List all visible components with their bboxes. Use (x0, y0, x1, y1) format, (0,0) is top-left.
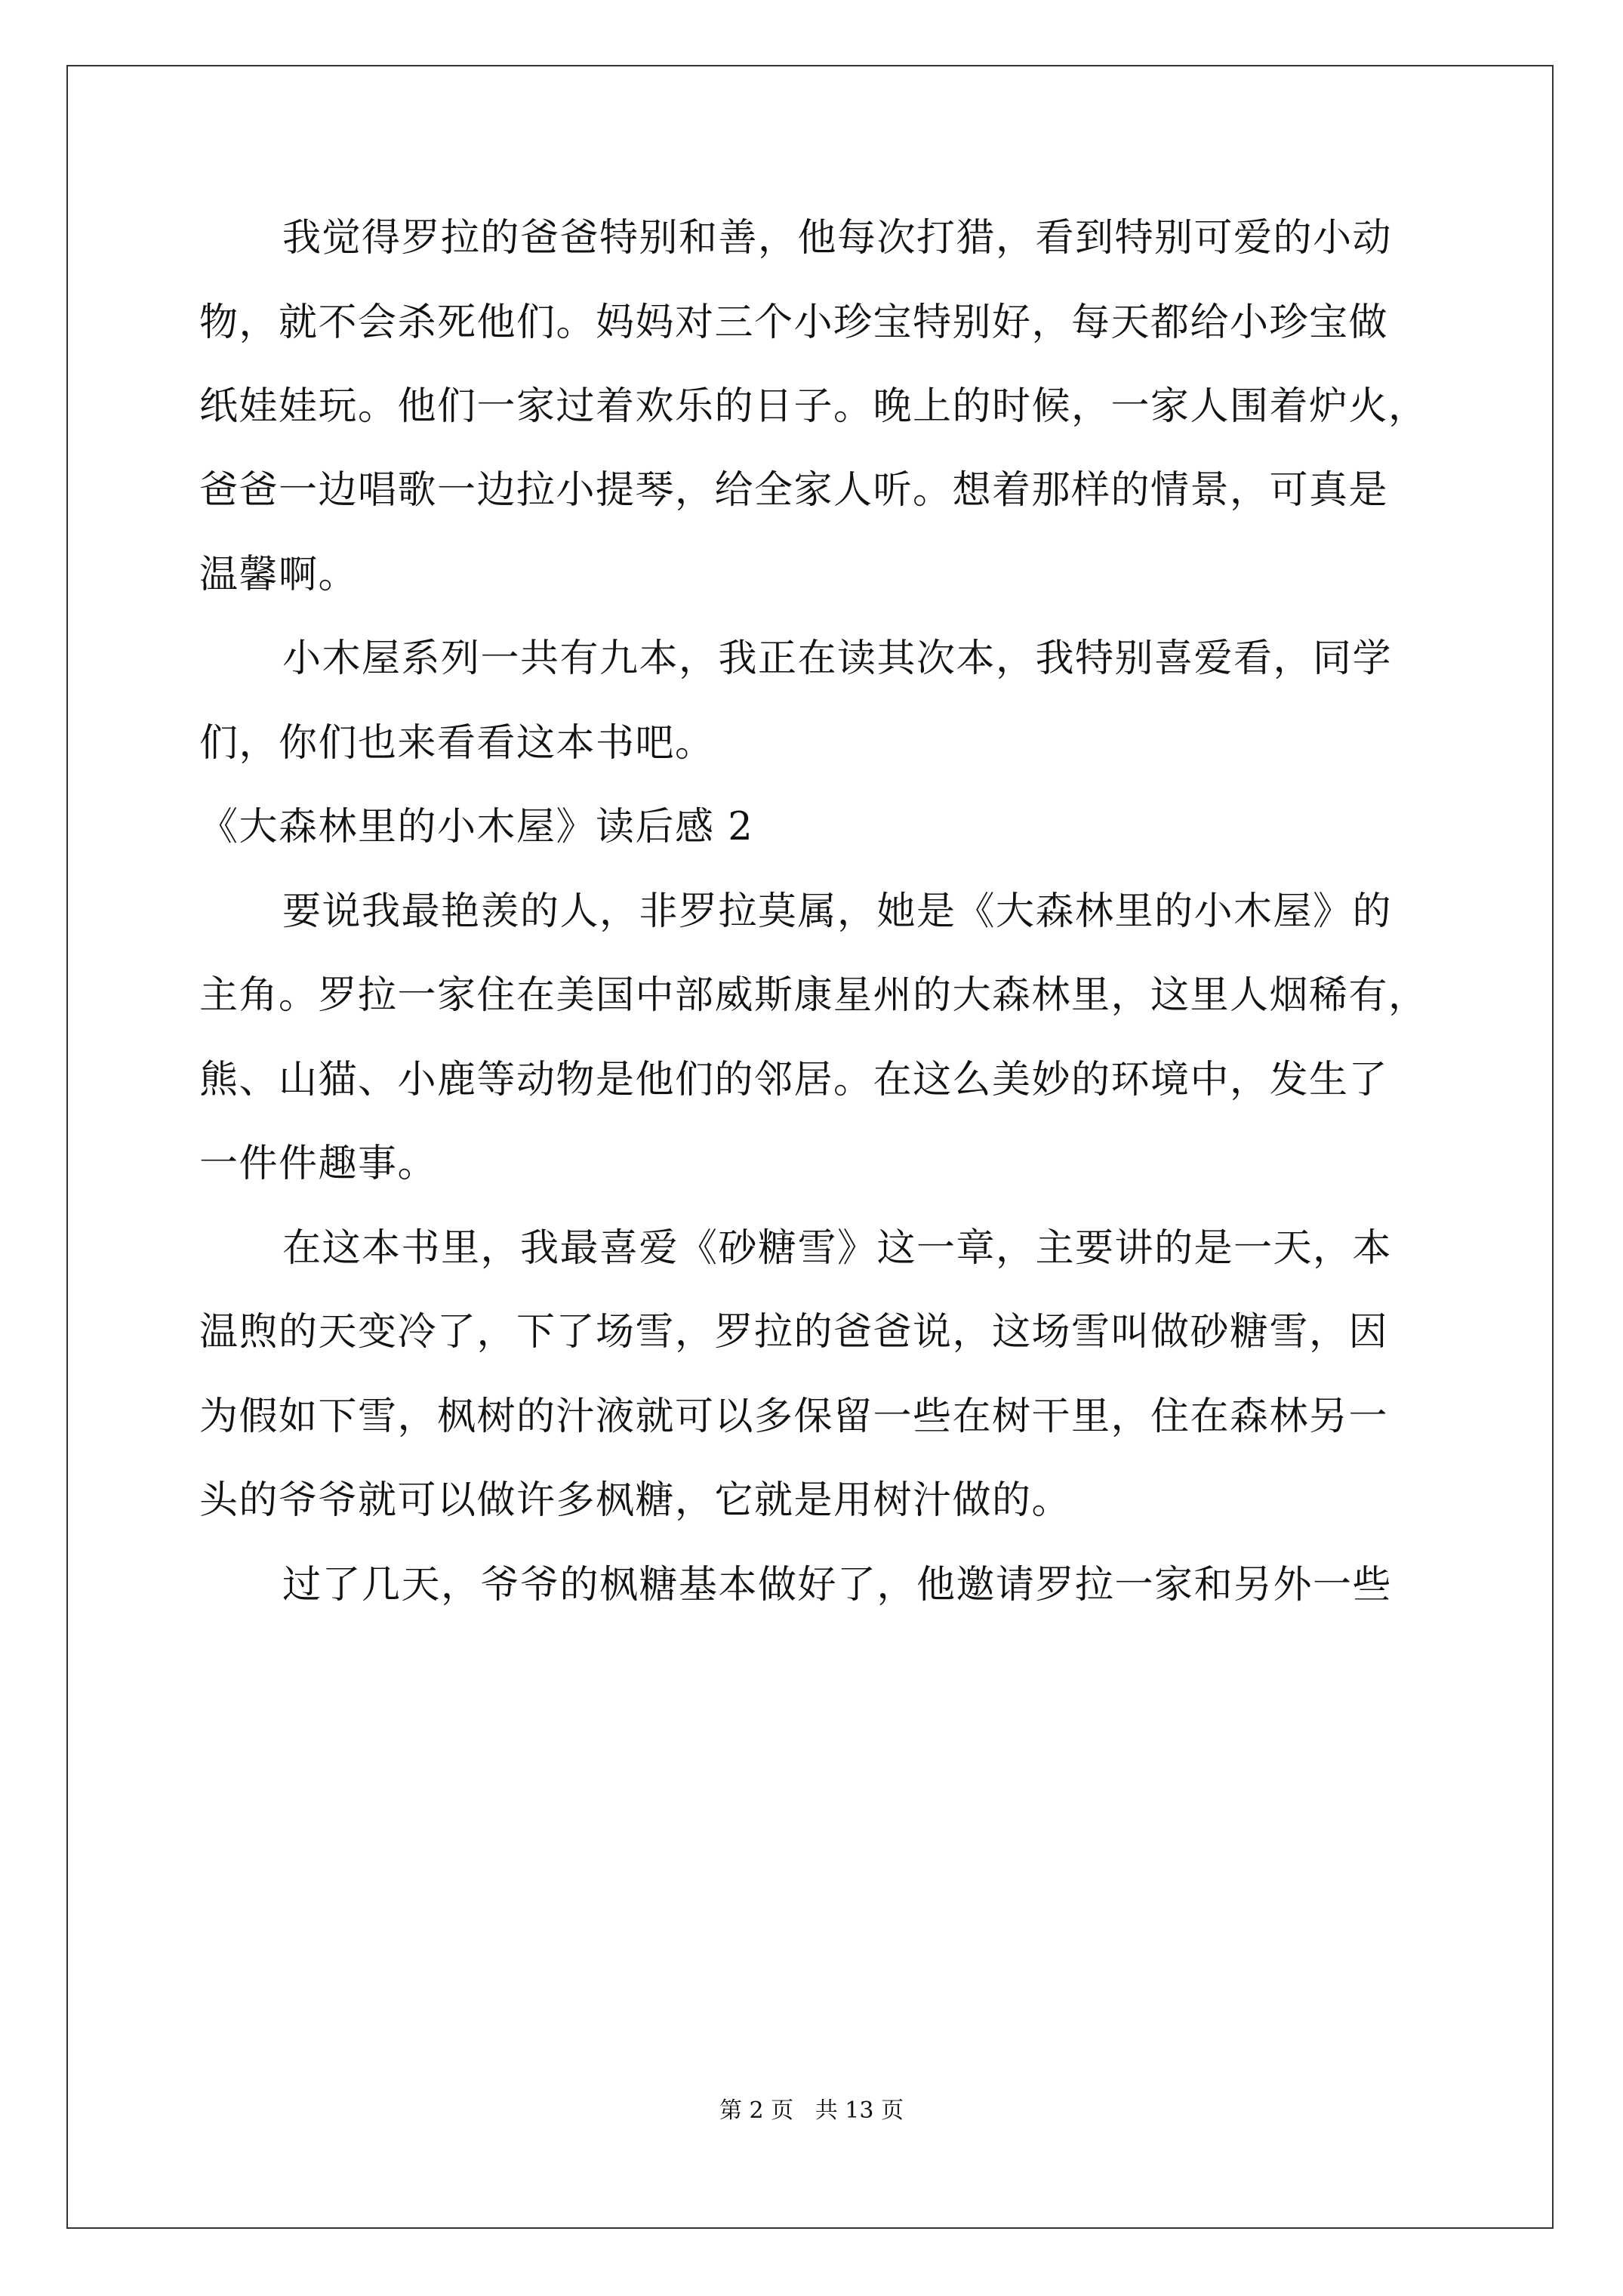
paragraph-line: 过了几天，爷爷的枫糖基本做好了，他邀请罗拉一家和另外一些 (282, 1563, 1393, 1607)
paragraph-line: 们，你们也来看看这本书吧。 (199, 721, 715, 766)
paragraph-line: 物，就不会杀死他们。妈妈对三个小珍宝特别好，每天都给小珍宝做 (199, 300, 1389, 345)
paragraph-line: 我觉得罗拉的爸爸特别和善，他每次打猎，看到特别可爱的小动 (282, 216, 1393, 260)
paragraph-line: 头的爷爷就可以做许多枫糖，它就是用树汁做的。 (199, 1478, 1072, 1523)
paragraph-line: 一件件趣事。 (199, 1142, 438, 1186)
paragraph-line: 温馨啊。 (199, 553, 359, 597)
page-footer: 第 2 页 共 13 页 (719, 2097, 904, 2124)
paragraph-line: 要说我最艳羡的人，非罗拉莫属，她是《大森林里的小木屋》的 (282, 889, 1393, 934)
paragraph-line: 熊、山猫、小鹿等动物是他们的邻居。在这么美妙的环境中，发生了 (199, 1058, 1389, 1102)
paragraph-line: 爸爸一边唱歌一边拉小提琴，给全家人听。想着那样的情景，可真是 (199, 468, 1389, 513)
paragraph-line: 主角。罗拉一家住在美国中部威斯康星州的大森林里，这里人烟稀有， (199, 973, 1428, 1018)
paragraph-line: 为假如下雪，枫树的汁液就可以多保留一些在树干里，住在森林另一 (199, 1395, 1389, 1439)
paragraph-line: 温煦的天变冷了，下了场雪，罗拉的爸爸说，这场雪叫做砂糖雪，因 (199, 1310, 1389, 1354)
paragraph-line: 在这本书里，我最喜爱《砂糖雪》这一章，主要讲的是一天，本 (282, 1226, 1393, 1271)
paragraph-line: 纸娃娃玩。他们一家过着欢乐的日子。晚上的时候，一家人围着炉火， (199, 384, 1428, 429)
paragraph-line: 小木屋系列一共有九本，我正在读其次本，我特别喜爱看，同学 (282, 636, 1393, 681)
section-heading: 《大森林里的小木屋》读后感 2 (199, 805, 754, 849)
